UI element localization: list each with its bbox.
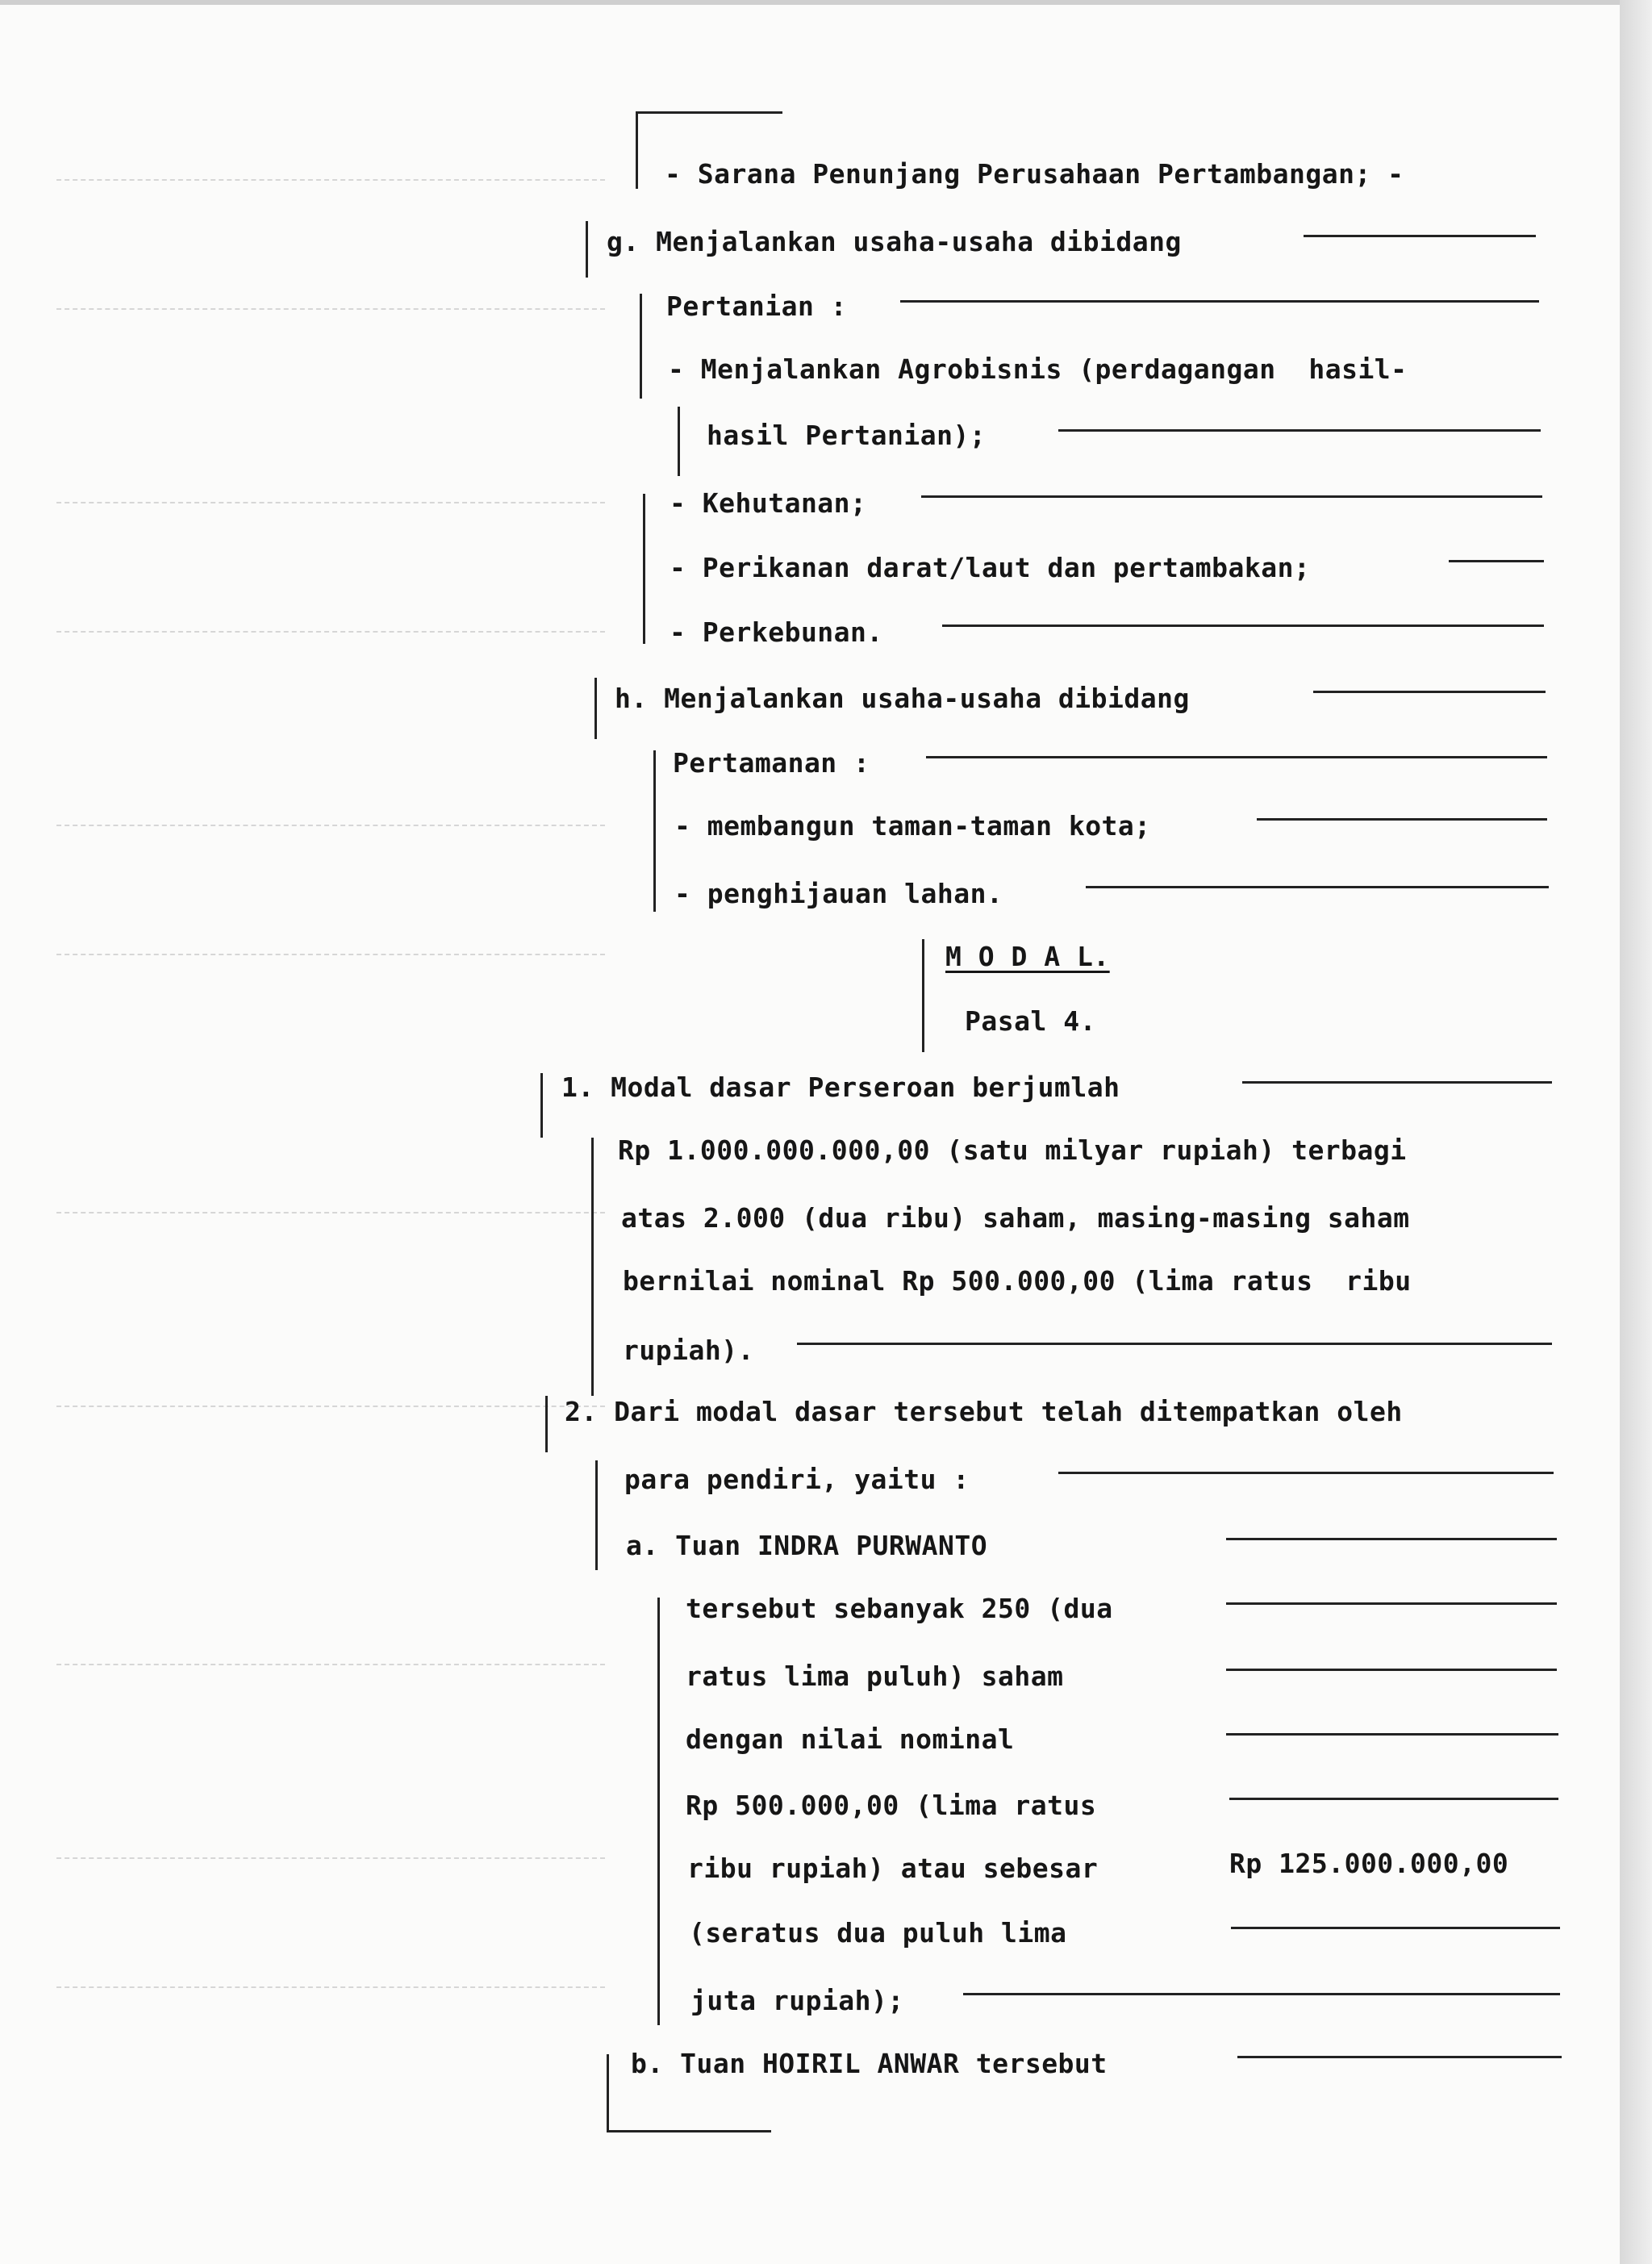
dash-fill	[1313, 691, 1546, 693]
margin-bar	[586, 221, 588, 278]
text-line: g. Menjalankan usaha-usaha dibidang	[607, 226, 1182, 257]
margin-bar	[678, 407, 680, 476]
margin-bar	[545, 1396, 548, 1452]
bleed-through-line	[56, 631, 605, 633]
text-line: b. Tuan HOIRIL ANWAR tersebut	[631, 2048, 1108, 2079]
dash-fill	[942, 624, 1544, 627]
bleed-through-line	[56, 308, 605, 310]
text-line: Pertanian :	[666, 290, 848, 322]
bleed-through-line	[56, 179, 605, 181]
text-line: - Sarana Penunjang Perusahaan Pertambangan; -	[665, 158, 1404, 190]
text-line: rupiah).	[623, 1335, 754, 1366]
dash-fill	[1226, 1538, 1557, 1540]
text-line: - Kehutanan;	[670, 487, 867, 519]
text-line: juta rupiah);	[690, 1985, 904, 2016]
text-line: - Perikanan darat/laut dan pertambakan;	[670, 552, 1311, 583]
text-line: bernilai nominal Rp 500.000,00 (lima ratus ribu	[623, 1265, 1412, 1297]
dash-fill	[963, 1993, 1560, 1995]
dash-fill	[1226, 1602, 1557, 1605]
text-line: (seratus dua puluh lima	[689, 1917, 1067, 1949]
text-line: dengan nilai nominal	[686, 1723, 1015, 1755]
bleed-through-line	[56, 502, 605, 503]
dash-fill	[926, 756, 1547, 758]
text-line: ratus lima puluh) saham	[686, 1660, 1064, 1692]
dash-fill	[1226, 1669, 1557, 1671]
bleed-through-line	[56, 1406, 605, 1407]
dash-fill	[1237, 2056, 1562, 2058]
dash-fill	[1058, 1472, 1554, 1474]
text-line: atas 2.000 (dua ribu) saham, masing-masing saham	[621, 1202, 1410, 1234]
margin-bar	[636, 111, 638, 189]
margin-bar	[607, 2054, 609, 2132]
margin-bar	[591, 1138, 594, 1396]
bleed-through-line	[56, 1664, 605, 1665]
text-line: Pertamanan :	[673, 747, 870, 779]
text-line: para pendiri, yaitu :	[624, 1464, 970, 1495]
margin-bar	[640, 294, 642, 399]
text-line: - Menjalankan Agrobisnis (perdagangan hasil-	[668, 353, 1408, 385]
margin-bar	[653, 750, 656, 912]
text-line: tersebut sebanyak 250 (dua	[686, 1593, 1113, 1624]
corner-bracket-top	[636, 111, 782, 114]
article-heading: Pasal 4.	[965, 1005, 1096, 1037]
dash-fill	[921, 495, 1542, 498]
scan-top-edge	[0, 0, 1620, 5]
margin-bar	[922, 939, 924, 1052]
bleed-through-line	[56, 1986, 605, 1988]
dash-fill	[1242, 1081, 1552, 1084]
dash-fill	[1086, 886, 1549, 888]
text-line: ribu rupiah) atau sebesar	[687, 1853, 1099, 1884]
text-line: - membangun taman-taman kota;	[674, 810, 1151, 842]
dash-fill	[1304, 235, 1536, 237]
margin-bar	[540, 1073, 543, 1138]
margin-bar	[657, 1598, 660, 2025]
text-line: h. Menjalankan usaha-usaha dibidang	[615, 683, 1190, 714]
bleed-through-line	[56, 954, 605, 955]
section-heading: M O D A L.	[945, 941, 1110, 972]
text-line: Rp 1.000.000.000,00 (satu milyar rupiah) terbagi	[618, 1134, 1407, 1166]
amount-value: Rp 125.000.000,00	[1229, 1848, 1509, 1879]
dash-fill	[1257, 818, 1547, 821]
dash-fill	[900, 300, 1539, 303]
bleed-through-line	[56, 825, 605, 826]
text-line: - penghijauan lahan.	[674, 878, 1003, 909]
bleed-through-line	[56, 1212, 605, 1213]
dash-fill	[797, 1343, 1552, 1345]
text-line: a. Tuan INDRA PURWANTO	[626, 1530, 988, 1561]
text-line: hasil Pertanian);	[707, 420, 987, 451]
text-line: Rp 500.000,00 (lima ratus	[686, 1790, 1097, 1821]
dash-fill	[1449, 560, 1544, 562]
text-line: 1. Modal dasar Perseroan berjumlah	[561, 1071, 1120, 1103]
margin-bar	[643, 494, 645, 644]
corner-bracket-bottom	[607, 2130, 771, 2132]
text-line: - Perkebunan.	[670, 616, 883, 648]
scan-right-edge	[1620, 0, 1652, 2264]
dash-fill	[1058, 429, 1541, 432]
bleed-through-line	[56, 1857, 605, 1859]
text-line: 2. Dari modal dasar tersebut telah ditempatkan oleh	[565, 1396, 1403, 1427]
dash-fill	[1231, 1927, 1560, 1929]
margin-bar	[595, 1460, 598, 1570]
margin-bar	[594, 678, 597, 739]
dash-fill	[1226, 1733, 1558, 1736]
dash-fill	[1229, 1798, 1558, 1800]
